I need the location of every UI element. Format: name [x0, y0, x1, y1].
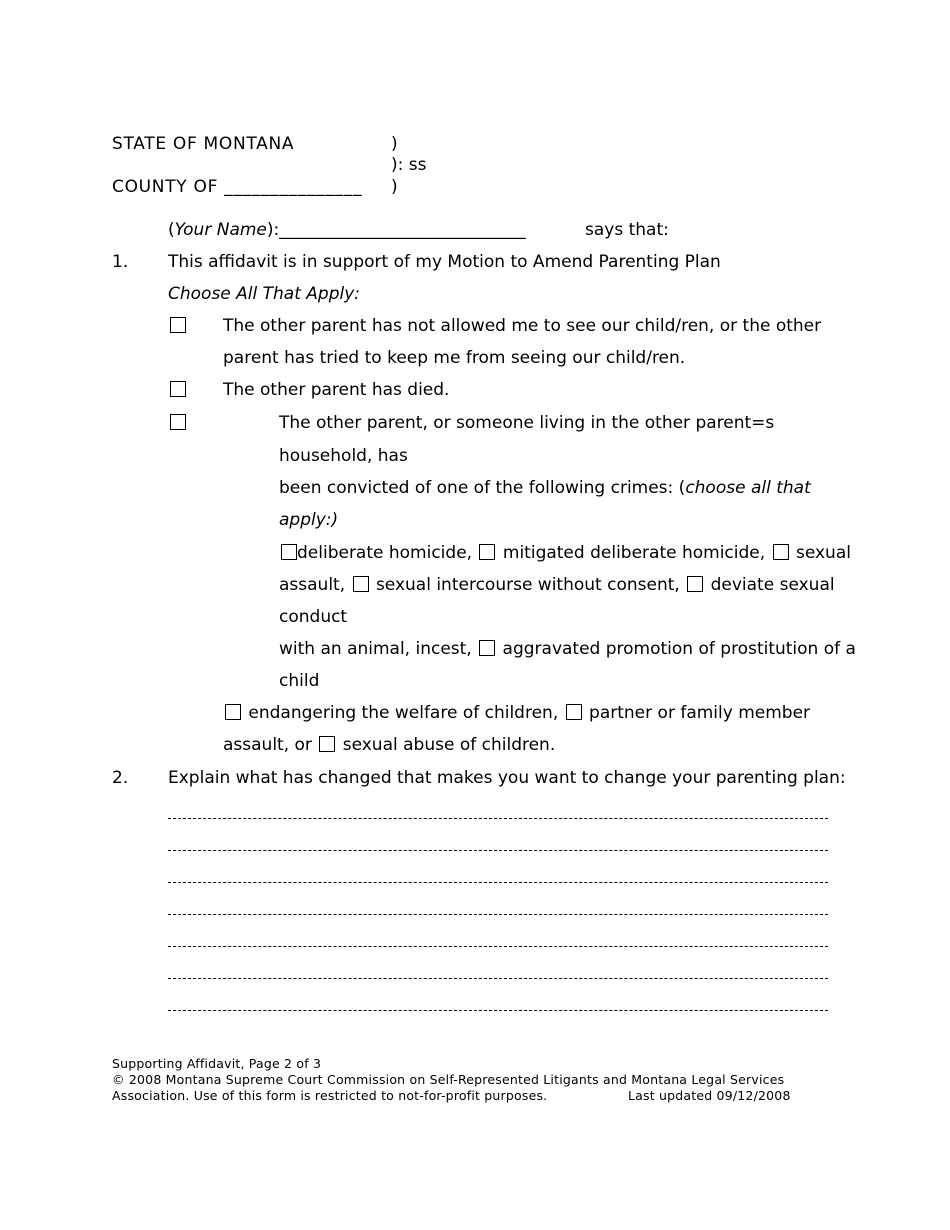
crime-assault-or: assault, or [223, 735, 312, 755]
checkbox-endangering[interactable] [225, 704, 241, 720]
caption-ss: ): ss [391, 155, 427, 175]
explain-line-7[interactable] [168, 1010, 828, 1011]
checkbox-deliberate-homicide[interactable] [281, 544, 297, 560]
explain-line-6[interactable] [168, 978, 828, 979]
crimes-line-4 [279, 639, 856, 659]
open-paren: ( [168, 220, 175, 240]
crimes-line-6 [223, 703, 810, 723]
crime-child: child [279, 671, 320, 691]
caption-paren-top: ) [391, 134, 398, 154]
crime-endangering: endangering the welfare of children, [248, 703, 559, 723]
crime-sexual-abuse: sexual abuse of children. [342, 735, 556, 755]
your-name-label: Your Name [174, 220, 267, 240]
footer-updated: Last updated 09/12/2008 [628, 1088, 791, 1103]
checkbox-prostitution[interactable] [479, 640, 495, 656]
crime-deviate: deviate sexual [710, 575, 835, 595]
option-not-allowed-line1: The other parent has not allowed me to see our child/ren, or the other [223, 316, 822, 336]
explain-line-3[interactable] [168, 882, 828, 883]
explain-line-5[interactable] [168, 946, 828, 947]
checkbox-deviate-conduct[interactable] [687, 576, 703, 592]
item-2-text: Explain what has changed that makes you want to change your parenting plan: [168, 768, 846, 788]
checkbox-convicted[interactable] [170, 414, 186, 430]
item-1-number: 1. [112, 252, 129, 272]
checkbox-sexual-assault[interactable] [773, 544, 789, 560]
option-parent-died: The other parent has died. [223, 380, 450, 400]
explain-line-4[interactable] [168, 914, 828, 915]
crime-partner: partner or family member [589, 703, 811, 723]
option-convicted-line1: The other parent, or someone living in the other parent=s [279, 413, 775, 433]
footer-page-label: Supporting Affidavit, Page 2 of 3 [112, 1056, 322, 1071]
checkbox-not-allowed[interactable] [170, 317, 186, 333]
checkbox-parent-died[interactable] [170, 381, 186, 397]
crime-with-animal: with an animal, incest, [279, 639, 472, 659]
footer-copyright: © 2008 Montana Supreme Court Commission on Self-Represented Litigants and Montana Legal Services [112, 1072, 785, 1087]
crime-mitigated-homicide: mitigated deliberate homicide, [502, 543, 766, 563]
choose-all-label: Choose All That Apply: [168, 284, 361, 304]
item-2-number: 2. [112, 768, 129, 788]
footer-restriction: Association. Use of this form is restricted to not-for-profit purposes. [112, 1088, 548, 1103]
your-name-line [168, 220, 526, 240]
crime-prostitution: aggravated promotion of prostitution of a [502, 639, 856, 659]
choose-all-that-text: choose all that [685, 478, 811, 498]
item-1-text: This affidavit is in support of my Motion to Amend Parenting Plan [168, 252, 721, 272]
crime-sexual: sexual [795, 543, 851, 563]
option-not-allowed-line2: parent has tried to keep me from seeing our child/ren. [223, 348, 686, 368]
crime-conduct: conduct [279, 607, 348, 627]
crime-assault: assault, [279, 575, 346, 595]
county-field[interactable]: COUNTY OF _______________ [112, 177, 363, 197]
says-that: says that: [585, 220, 669, 240]
option-convicted-line2: household, has [279, 446, 408, 466]
your-name-field[interactable]: ):_____________________________ [266, 220, 526, 240]
caption-paren-bottom: ) [391, 177, 398, 197]
crimes-line-7 [223, 735, 555, 755]
convicted-text: been convicted of one of the following crimes: ( [279, 478, 686, 498]
crimes-line-1 [279, 543, 851, 563]
crime-deliberate-homicide: deliberate homicide, [297, 543, 473, 563]
checkbox-mitigated-homicide[interactable] [479, 544, 495, 560]
checkbox-partner-assault[interactable] [566, 704, 582, 720]
state-label: STATE OF MONTANA [112, 134, 295, 154]
crimes-line-2 [279, 575, 835, 595]
option-convicted-line3 [279, 478, 811, 498]
checkbox-sexual-intercourse[interactable] [353, 576, 369, 592]
option-convicted-line4: apply:) [279, 510, 339, 530]
checkbox-sexual-abuse[interactable] [319, 736, 335, 752]
crime-sexual-intercourse: sexual intercourse without consent, [375, 575, 680, 595]
explain-line-1[interactable] [168, 818, 828, 819]
explain-line-2[interactable] [168, 850, 828, 851]
